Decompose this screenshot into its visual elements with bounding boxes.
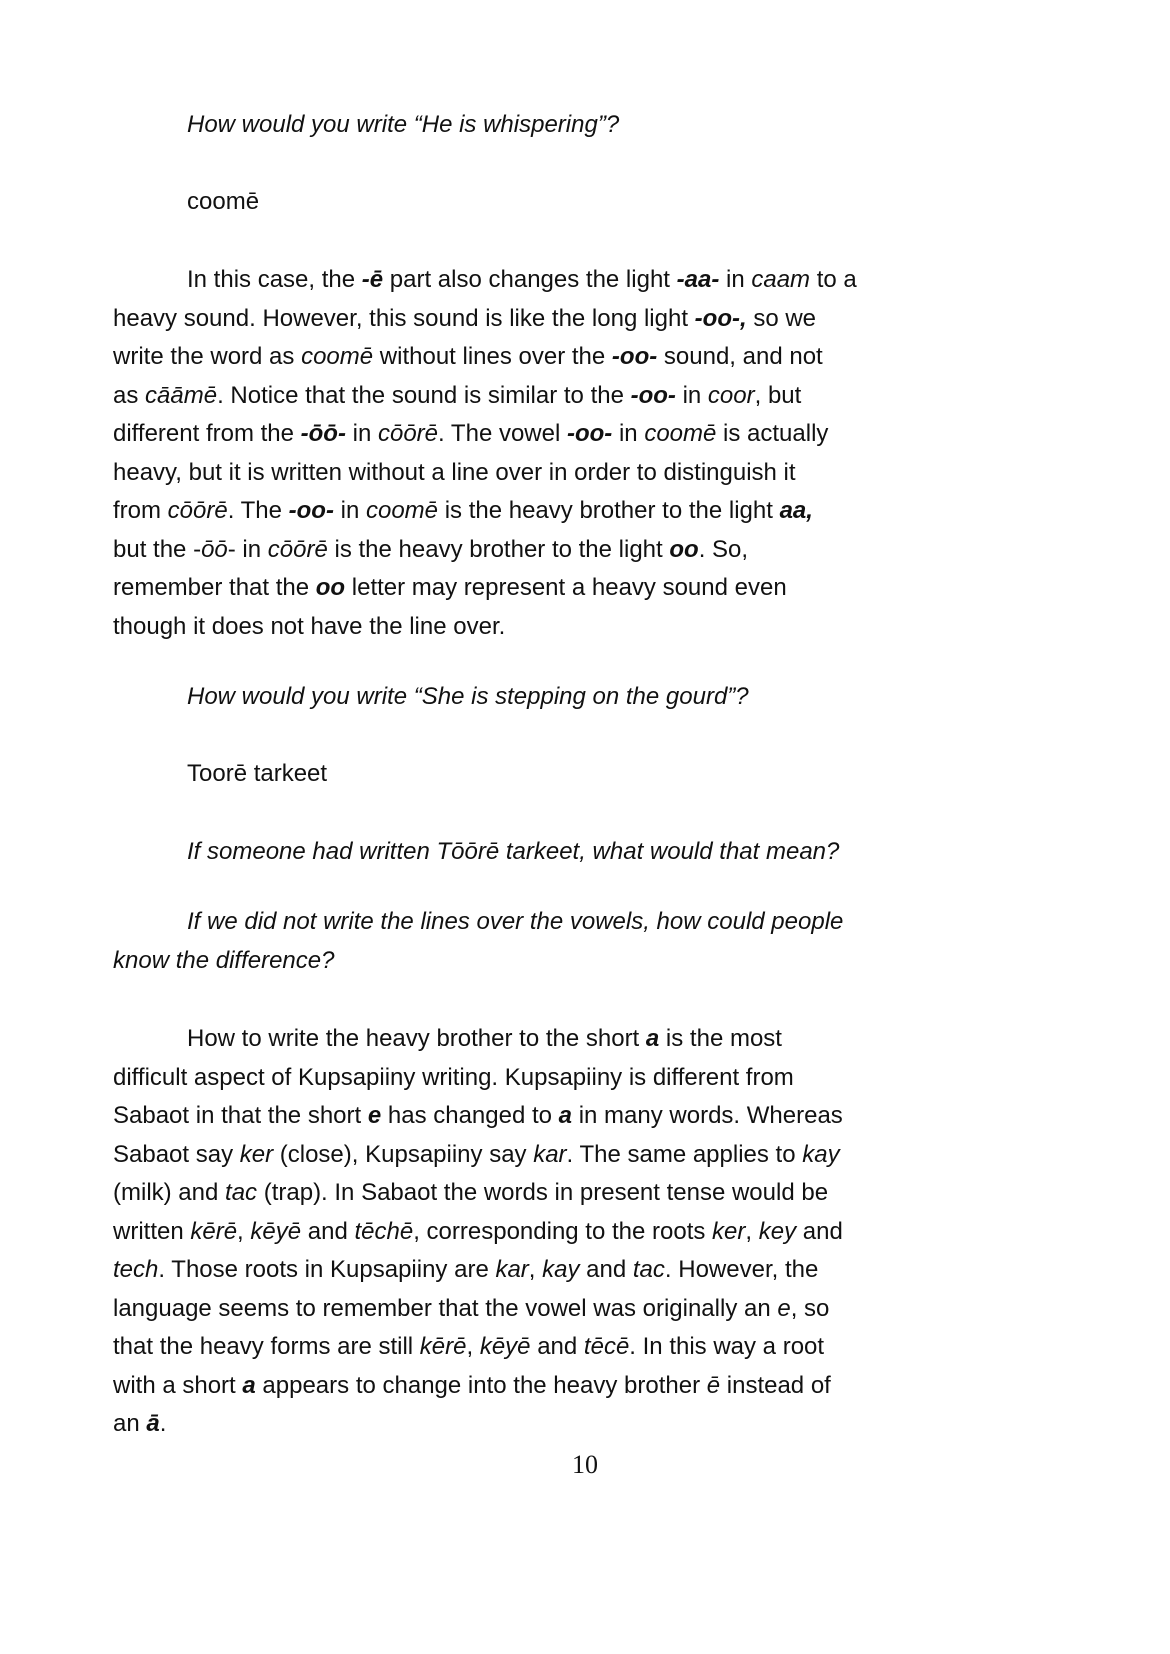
text-run: instead of bbox=[720, 1371, 831, 1399]
text-run: so we bbox=[746, 304, 817, 332]
text-run: , bbox=[237, 1217, 251, 1245]
text-run: (close), Kupsapiiny say bbox=[273, 1140, 534, 1168]
emphasized-text: a bbox=[242, 1371, 256, 1399]
text-line bbox=[113, 492, 1013, 531]
text-run: , bbox=[466, 1333, 480, 1360]
emphasized-text: tech bbox=[113, 1256, 159, 1283]
text-line bbox=[113, 1136, 1013, 1175]
text-run: - in bbox=[227, 535, 268, 563]
text-run: from bbox=[113, 497, 168, 524]
text-run: without lines over the bbox=[373, 343, 612, 370]
text-run: appears to change into the heavy brother bbox=[255, 1371, 707, 1399]
text-run: How to write the heavy brother to the short bbox=[187, 1025, 646, 1052]
text-run: is the heavy brother to the light bbox=[438, 497, 780, 524]
text-run: but the - bbox=[113, 535, 202, 563]
emphasized-text: -oo- bbox=[611, 343, 658, 370]
emphasized-text: kar bbox=[495, 1256, 529, 1283]
text-run: In this case, the bbox=[187, 266, 362, 293]
emphasized-text: coomē bbox=[301, 343, 374, 370]
emphasized-text: -oo- bbox=[630, 381, 676, 409]
text-run: in bbox=[333, 497, 366, 524]
text-run: part also changes the light bbox=[383, 266, 677, 293]
text-line bbox=[113, 1367, 1013, 1406]
text-run: . So, bbox=[698, 535, 749, 563]
page-number: 10 bbox=[572, 1450, 598, 1479]
text-line bbox=[113, 1405, 1013, 1444]
emphasized-text: kay bbox=[542, 1256, 580, 1283]
emphasized-text: a bbox=[645, 1025, 660, 1052]
text-run: as bbox=[113, 381, 146, 409]
emphasized-text: How would you write “He is whispering”? bbox=[187, 111, 620, 138]
emphasized-text: caam bbox=[751, 266, 811, 293]
text-run: (milk) and bbox=[113, 1179, 226, 1206]
emphasized-text: kēyē bbox=[250, 1217, 302, 1245]
emphasized-text: tac bbox=[632, 1256, 665, 1283]
emphasized-text: -oo- bbox=[288, 497, 334, 524]
text-run: is the heavy brother to the light bbox=[327, 535, 670, 563]
text-run: . Those roots in Kupsapiiny are bbox=[158, 1256, 496, 1283]
text-line bbox=[113, 1174, 1013, 1213]
text-line bbox=[113, 454, 1013, 493]
text-run: , but bbox=[754, 381, 802, 409]
emphasized-text: If someone had written Tōōrē tarkeet, what would that mean? bbox=[187, 838, 840, 865]
text-run: write the word as bbox=[113, 343, 302, 370]
text-run: remember that the bbox=[113, 574, 316, 601]
emphasized-text: -oo- bbox=[566, 420, 613, 447]
text-run: Sabaot in that the short bbox=[113, 1102, 368, 1129]
text-line bbox=[113, 1290, 1013, 1329]
emphasized-text: kērē bbox=[419, 1333, 467, 1360]
text-run: an bbox=[113, 1410, 147, 1437]
text-run: heavy, but it is written without a line over in order to distinguish it bbox=[113, 458, 796, 486]
emphasized-text: ker bbox=[239, 1140, 274, 1168]
emphasized-text: kar bbox=[533, 1140, 567, 1168]
text-line bbox=[113, 183, 1013, 222]
text-run: and bbox=[530, 1333, 584, 1360]
emphasized-text: cāāmē bbox=[145, 381, 218, 409]
text-line bbox=[113, 833, 1013, 872]
emphasized-text: key bbox=[758, 1217, 797, 1245]
emphasized-text: coomē bbox=[644, 420, 717, 447]
emphasized-text: -oo-, bbox=[694, 304, 747, 332]
text-line bbox=[113, 261, 1013, 300]
text-run: though it does not have the line over. bbox=[113, 612, 506, 640]
text-run: . However, the bbox=[664, 1256, 819, 1283]
text-run: (trap). In Sabaot the words in present tense would be bbox=[257, 1179, 829, 1206]
emphasized-text: ē bbox=[706, 1371, 721, 1399]
emphasized-text: oo bbox=[669, 535, 699, 563]
emphasized-text: cōōrē bbox=[167, 497, 228, 524]
emphasized-text: ker bbox=[712, 1217, 746, 1245]
text-run: in bbox=[675, 381, 708, 409]
text-run: is actually bbox=[716, 420, 829, 447]
paragraph-question-difference bbox=[113, 903, 1013, 980]
text-line bbox=[113, 300, 1013, 339]
text-run: written bbox=[113, 1217, 191, 1245]
paragraph-question-whispering bbox=[113, 106, 1013, 145]
text-run: , corresponding to the roots bbox=[413, 1217, 713, 1245]
text-line bbox=[113, 1059, 1013, 1098]
text-run: letter may represent a heavy sound even bbox=[345, 574, 787, 601]
paragraph-heavy-brother-a bbox=[113, 1020, 1013, 1444]
text-run: and bbox=[579, 1256, 633, 1283]
text-run: . bbox=[159, 1410, 167, 1437]
emphasized-text: oo bbox=[315, 574, 346, 601]
text-run: in many words. Whereas bbox=[572, 1102, 843, 1129]
text-run: sound, and not bbox=[657, 343, 823, 370]
text-run: in bbox=[612, 420, 645, 447]
text-run: has changed to bbox=[381, 1102, 559, 1129]
text-run: . The same applies to bbox=[566, 1140, 803, 1168]
text-line bbox=[113, 1213, 1013, 1252]
paragraph-answer-coome bbox=[113, 183, 1013, 222]
text-run: , bbox=[528, 1256, 543, 1283]
text-line bbox=[113, 942, 1013, 981]
text-line bbox=[113, 377, 1013, 416]
text-run: to a bbox=[810, 266, 857, 293]
text-run: . The vowel bbox=[438, 420, 567, 447]
text-line bbox=[113, 755, 1013, 794]
emphasized-text: kēyē bbox=[479, 1333, 531, 1360]
text-line bbox=[113, 678, 1013, 717]
text-run: and bbox=[301, 1217, 355, 1245]
text-line bbox=[113, 903, 1013, 942]
text-run: in bbox=[345, 420, 378, 447]
emphasized-text: coomē bbox=[365, 497, 439, 524]
text-run: that the heavy forms are still bbox=[113, 1333, 420, 1360]
text-run: . In this way a root bbox=[629, 1333, 825, 1360]
text-run: language seems to remember that the vowel was originally an bbox=[113, 1294, 778, 1322]
text-run: Toorē tarkeet bbox=[187, 760, 328, 787]
emphasized-text: tēcē bbox=[583, 1333, 630, 1360]
emphasized-text: kērē bbox=[190, 1217, 238, 1245]
emphasized-text: ōō bbox=[201, 535, 228, 563]
text-run: in bbox=[719, 266, 752, 293]
text-run: coomē bbox=[187, 188, 260, 215]
emphasized-text: cōōrē bbox=[267, 535, 328, 563]
emphasized-text: -ē bbox=[361, 266, 384, 293]
text-line bbox=[113, 1020, 1013, 1059]
paragraph-question-gourd bbox=[113, 678, 1013, 717]
emphasized-text: ā bbox=[146, 1410, 160, 1437]
emphasized-text: -ōō- bbox=[300, 420, 346, 447]
emphasized-text: cōōrē bbox=[377, 420, 439, 447]
emphasized-text: kay bbox=[802, 1140, 840, 1168]
emphasized-text: tēchē bbox=[354, 1217, 414, 1245]
emphasized-text: If we did not write the lines over the vowels, how could people bbox=[187, 908, 844, 935]
text-run: with a short bbox=[113, 1371, 243, 1399]
emphasized-text: coor bbox=[707, 381, 755, 409]
emphasized-text: a bbox=[558, 1102, 573, 1129]
paragraph-question-meaning bbox=[113, 833, 1013, 872]
text-line bbox=[113, 415, 1013, 454]
text-line bbox=[113, 1328, 1013, 1367]
emphasized-text: e bbox=[367, 1102, 382, 1129]
text-run: . Notice that the sound is similar to the bbox=[217, 381, 631, 409]
emphasized-text: How would you write “She is stepping on the gourd”? bbox=[187, 683, 749, 710]
text-line bbox=[113, 608, 1013, 647]
text-run: and bbox=[796, 1217, 843, 1245]
text-run: . The bbox=[227, 497, 289, 524]
emphasized-text: know the difference? bbox=[113, 946, 335, 974]
paragraph-answer-toore bbox=[113, 755, 1013, 794]
emphasized-text: aa, bbox=[779, 497, 813, 524]
text-line bbox=[113, 338, 1013, 377]
text-line bbox=[113, 1097, 1013, 1136]
text-line bbox=[113, 569, 1013, 608]
text-run: , so bbox=[790, 1294, 830, 1322]
text-line bbox=[113, 531, 1013, 570]
text-run: is the most bbox=[659, 1025, 782, 1052]
text-run: different from the bbox=[113, 420, 301, 447]
text-run: , bbox=[745, 1217, 759, 1245]
emphasized-text: e bbox=[777, 1294, 791, 1322]
text-run: difficult aspect of Kupsapiiny writing. Kupsapiiny is different from bbox=[113, 1063, 794, 1091]
text-run: Sabaot say bbox=[113, 1140, 240, 1168]
emphasized-text: -aa- bbox=[676, 266, 720, 293]
text-line bbox=[113, 106, 1013, 145]
text-run: heavy sound. However, this sound is like the long light bbox=[113, 304, 695, 332]
paragraph-explanation-oo bbox=[113, 261, 1013, 646]
emphasized-text: tac bbox=[225, 1179, 258, 1206]
text-line bbox=[113, 1251, 1013, 1290]
